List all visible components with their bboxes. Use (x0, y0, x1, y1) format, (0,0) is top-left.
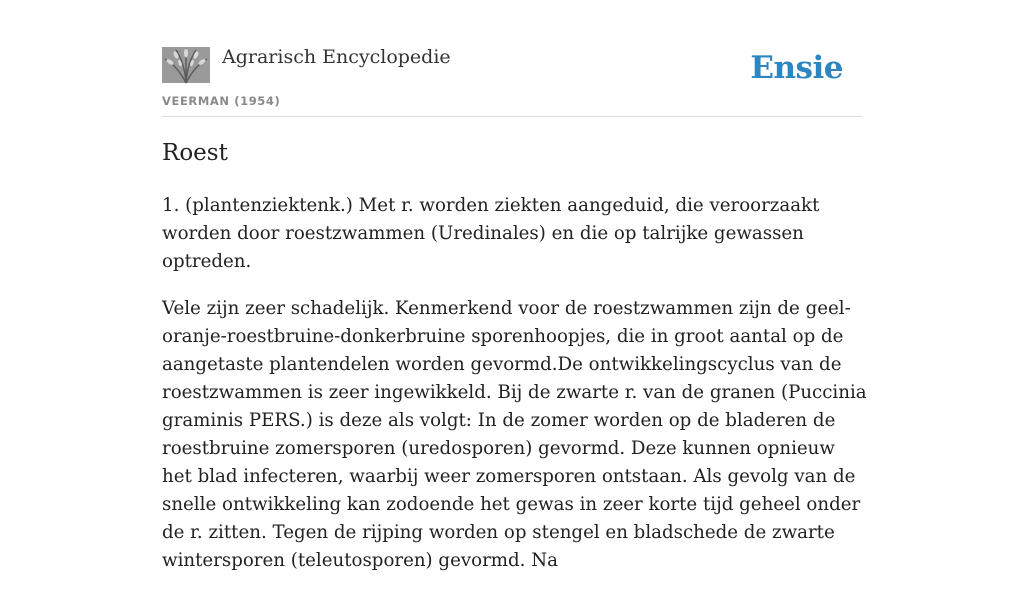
wheat-ears-icon[interactable] (162, 47, 210, 83)
article-body (162, 192, 867, 594)
paragraph: 1. (plantenziektenk.) Met r. worden ziekten aangeduid, die veroorzaakt worden door roestzwammen (Uredinales) en die op talrijke gewassen optreden. (162, 195, 820, 272)
paragraph: Vele zijn zeer schadelijk. Kenmerkend voor de roestzwammen zijn de geel-oranje-roestbruine-donkerbruine sporenhoopjes, die in groot aantal op de aangetaste plantendelen worden gevormd.De ontwikkelingscyclus van de roestzwammen is zeer ingewikkeld. Bij de zwarte r. van de granen (Puccinia graminis PERS.) is deze als volgt: In de zomer worden op de bladeren de roestbruine zomersporen (uredosporen) gevormd. Deze kunnen opnieuw het blad infecteren, waarbij weer zomersporen ontstaan. Als gevolg van de snelle ontwikkeling kan zodoende het gewas in zeer korte tijd geheel onder de r. zitten. Tegen de rijping worden op stengel en bladschede de zwarte wintersporen (teleutosporen) gevormd. Na (162, 298, 867, 571)
author-label: VEERMAN (1954) (162, 94, 281, 108)
brand-logo[interactable]: Ensie (750, 50, 843, 86)
source-title[interactable]: Agrarisch Encyclopedie (222, 46, 451, 68)
header (162, 0, 862, 117)
article-title: Roest (162, 140, 228, 166)
page (162, 0, 867, 571)
